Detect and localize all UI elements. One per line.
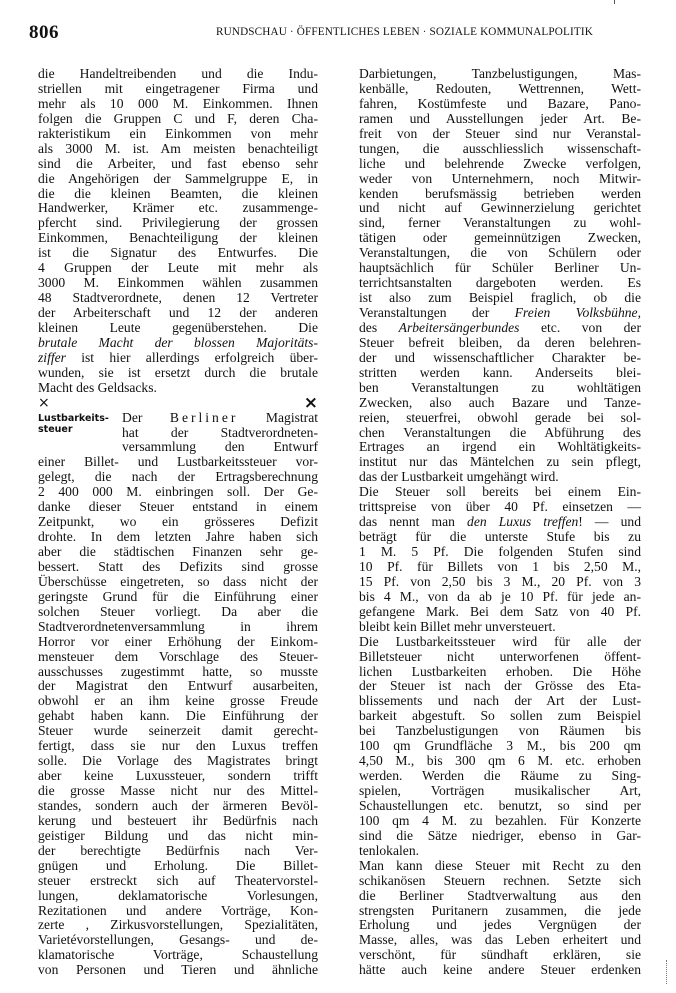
text-run: ist hier allerdings erfolgreich über-	[65, 349, 318, 365]
text-line: gnügen und Erholung. Die Billet-	[38, 857, 318, 873]
text-line: Die Lustbarkeitssteuer wird für alle der	[359, 633, 641, 649]
paragraph-schikanoes	[359, 859, 641, 979]
text-line: und nicht auf Gewinnerzielung gerichtet	[359, 200, 641, 216]
text-line: versammlung den Entwurf	[122, 439, 318, 455]
text-run: ! — und	[578, 514, 641, 530]
text-line: Steuer befreit bleiben, da deren belehren-	[359, 334, 641, 350]
italic-emphasis: ziffer	[38, 349, 66, 365]
text-run: das nennt man	[359, 514, 468, 530]
text-line: Varietévorstellungen, Gesangs- und de-	[38, 932, 318, 948]
text-line: ramen und Ausstellungen jeder Art. Be-	[359, 110, 641, 126]
text-line: ist die Signatur des Entwurfes. Die	[38, 245, 318, 261]
text-line: 4,50 M., bis 300 qm 6 M. etc. erhoben	[359, 753, 641, 769]
text-line: freit von der Steuer sind nur Veranstal-	[359, 125, 641, 141]
text-line: pfercht sind. Privilegierung der grossen	[38, 215, 318, 231]
italic-emphasis: brutale Macht der blossen Majoritäts-	[38, 334, 318, 350]
text-line: Masse, alles, was das Leben erheitert und	[359, 932, 641, 948]
text-line: weder von Unternehmern, noch Mitwir-	[359, 170, 641, 186]
text-line: institut nur das Mäntelchen zu sein pflegt,	[359, 454, 641, 470]
text-line: Erholung und jedes Vergnügen der	[359, 917, 641, 933]
text-line: hauptsächlich für Schüler Berliner Un-	[359, 260, 641, 276]
text-line: der Arbeiterschaft und 12 der anderen	[38, 305, 318, 320]
text-line: solchen Steuer vorliegt. Da aber die	[38, 603, 318, 619]
text-line: chen Veranstaltungen die Abführung des	[359, 424, 641, 440]
text-line: Überschüsse eingetreten, so dass nicht der	[38, 573, 318, 589]
text-line: sind die Arbeiter, und fast ebenso sehr	[38, 155, 318, 171]
text-line: die die kleinen Beamten, die kleinen	[38, 185, 318, 201]
text-line: beträgt für die unterste Stufe bis zu	[359, 529, 641, 545]
right-column	[359, 67, 641, 978]
text-line: der berechtigte Bedürfnis nach Ver-	[38, 842, 318, 858]
text-line: tenlokalen.	[359, 842, 420, 858]
text-line: Man kann diese Steuer mit Recht zu den	[359, 857, 641, 873]
scan-artifact	[666, 960, 669, 984]
text-line: Veranstaltungen, die von Schülern oder	[359, 245, 641, 261]
text-line: einer Billet- und Lustbarkeitssteuer vor-	[38, 454, 318, 470]
text-line: lichen Lustbarkeiten erhoben. Die Höhe	[359, 663, 641, 679]
text-line: 48 Stadtverordnete, denen 12 Vertreter	[38, 290, 318, 306]
text-line: mensteuer dem Vorschlage des Steuer-	[38, 648, 318, 664]
text-line: fahren, Kostümfeste und Bazare, Pano-	[359, 95, 641, 111]
text-line: Horror vor einer Erhöhung der Einkom-	[38, 633, 318, 649]
text-line: lungen, deklamatorische Vorlesungen,	[38, 887, 318, 903]
text-line: sind, ferner Veranstaltungen zu wohl-	[359, 215, 641, 231]
text-line: 10 Pf. für Billets von 1 bis 2,50 M.,	[359, 558, 641, 574]
text-line: verschönt, für sündhaft erklären, sie	[359, 947, 641, 963]
text-line: die Berliner Stadtverwaltung aus den	[359, 887, 641, 903]
text-line	[122, 411, 318, 426]
text-line: solle. Die Vorlage des Magistrates bringt	[38, 753, 318, 769]
text-line: 4 Gruppen der Leute mit mehr als	[38, 260, 318, 276]
text-line: bleibt kein Billet mehr unversteuert.	[359, 618, 556, 634]
text-line: geistiger Bildung und das nicht min-	[38, 827, 318, 843]
text-line: bessert. Statt des Defizits sind grosse	[38, 558, 318, 574]
paragraph-steuer	[38, 455, 318, 978]
text-line: strengsten Puritanern zusammen, die jede	[359, 902, 641, 918]
text-line: der Steuer ist nach der Grösse des Eta-	[359, 678, 641, 694]
text-line: Macht des Geldsacks.	[38, 379, 157, 395]
text-line: Billetsteuer nicht unterworfenen öffent-	[359, 648, 641, 664]
text-line: von Personen und Tieren und ähnliche	[38, 962, 318, 978]
text-line: Schaustellungen etc. benutzt, so sind per	[359, 797, 641, 813]
text-line: Ertrages an irgend ein Wohltätigkeits-	[359, 439, 641, 455]
text-line: trittspreise von über 40 Pf. einsetzen —	[359, 499, 641, 515]
left-column	[38, 67, 318, 978]
text-run: Magistrat	[238, 409, 319, 425]
text-line: fertigt, dass sie nur den Luxus treffen	[38, 738, 318, 754]
text-line: ist also zum Beispiel fraglich, ob die	[359, 290, 641, 306]
text-line: Handwerker, Krämer etc. zusammenge-	[38, 200, 318, 216]
text-line: gehabt haben kann. Die Einführung der	[38, 708, 318, 724]
text-line: steuer erstreckt sich auf Theatervorstel-	[38, 872, 318, 888]
text-line: kenden berufsmässig betrieben werden	[359, 185, 641, 201]
section-divider	[38, 392, 318, 413]
text-run: etc. von der	[519, 319, 641, 335]
text-line: 3000 M. Einkommen wählen zusammen	[38, 275, 318, 291]
section-intro	[122, 411, 318, 456]
text-line: klamatorische Vorträge, Schaustellung	[38, 947, 318, 963]
text-line: spielen, Vorträgen musikalischer Art,	[359, 783, 641, 798]
text-line	[38, 351, 318, 366]
paragraph-befreiungen	[359, 67, 641, 485]
cross-mark-icon: ×	[38, 394, 50, 411]
text-line: wunden, sie ist ersetzt durch die brutale	[38, 364, 318, 380]
running-head: RUNDSCHAU · ÖFFENTLICHES LEBEN · SOZIALE KOMMUNALPOLITIK	[216, 26, 593, 38]
page-number: 806	[29, 22, 59, 43]
cross-mark-icon: ×	[303, 392, 318, 413]
text-line: stritten werden kann. Anderseits blei-	[359, 364, 641, 380]
text-line: terrichtsanstalten dargeboten werden. Es	[359, 275, 641, 291]
text-line: kleinen Leute gegenüberstehen. Die	[38, 319, 318, 335]
italic-emphasis: den Luxus treffen	[467, 514, 579, 530]
text-line: Stadtverordnetenversammlung in ihrem	[38, 618, 318, 634]
paragraph-billetsteuer	[359, 485, 641, 634]
text-line: bis 4 M., von da ab je 10 Pf. für jede an-	[359, 588, 641, 604]
text-line: das der Lustbarkeit umgehängt wird.	[359, 469, 559, 485]
text-line: Einkommen, Benachteiligung der kleinen	[38, 230, 318, 246]
text-line: 100 qm 4 M. zu bezahlen. Für Konzerte	[359, 812, 641, 828]
text-line: 1 M. 5 Pf. Die folgenden Stufen sind	[359, 544, 641, 559]
text-line: danke dieser Steuer entstand in einem	[38, 499, 318, 515]
text-line: liche und belehrende Zwecke verfolgen,	[359, 155, 641, 171]
text-line: Die Steuer soll bereits bei einem Ein-	[359, 484, 641, 500]
text-line: 2 400 000 M. einbringen soll. Der Ge-	[38, 484, 318, 500]
spaced-emphasis: Berliner	[169, 409, 239, 425]
text-line: 100 qm Grundfläche 3 M., bis 200 qm	[359, 738, 641, 754]
text-line: ben Veranstaltungen zu wohltätigen	[359, 379, 641, 395]
scan-artifact	[614, 0, 615, 4]
text-line: sind die Sätze niedriger, ebenso in Gar-	[359, 827, 641, 843]
text-line: folgen die Gruppen C und F, deren Cha-	[38, 110, 318, 126]
paragraph-lustbarkeitssteuer	[359, 635, 641, 859]
text-line: Zeitpunkt, wo ein grösseres Defizit	[38, 514, 318, 530]
side-heading-line: Lustbarkeits-	[38, 412, 109, 424]
text-line: als 3000 M. ist. Am meisten benachteiligt	[38, 140, 318, 156]
text-line	[359, 515, 641, 530]
text-line: die grosse Masse nicht nur des Mittel-	[38, 783, 318, 798]
text-line	[38, 336, 318, 351]
text-line: Rezitationen und andere Vorträge, Kon-	[38, 902, 318, 918]
text-line: bei Tanzbelustigungen von Räumen bis	[359, 723, 641, 739]
text-run: Veranstaltungen der	[359, 305, 515, 320]
text-line: tungen, die ausschliesslich wissenschaft-	[359, 140, 641, 156]
text-line: hätte auch keine andere Steuer erdenken	[359, 962, 641, 978]
text-line: tätigen oder gemeinnützigen Zwecken,	[359, 230, 641, 246]
text-line: kenbälle, Redouten, Wettrennen, Wett-	[359, 80, 641, 96]
text-run: Der	[122, 409, 170, 425]
text-line: kerung und besteuert ihr Bedürfnis nach	[38, 812, 318, 828]
side-heading	[38, 411, 122, 456]
text-line: gelegt, die nach der Ertragsberechnung	[38, 469, 318, 485]
text-line: der und wissenschaftlicher Charakter be-	[359, 349, 641, 365]
paragraph-wahlrecht	[38, 67, 318, 396]
text-line: barkeit abgestuft. So sollen zum Beispiel	[359, 708, 641, 724]
text-line: Steuer wurde seinerzeit damit gerecht-	[38, 723, 318, 739]
text-line	[359, 321, 641, 336]
text-line: reien, steuerfrei, obwohl gerade bei sol-	[359, 409, 641, 425]
text-line	[359, 306, 641, 321]
text-line: die Angehörigen der Sammelgruppe E, in	[38, 170, 318, 186]
text-line: aber keine Luxussteuer, sondern trifft	[38, 768, 318, 784]
text-line: 15 Pf. von 2,50 bis 3 M., 20 Pf. von 3	[359, 573, 641, 589]
text-line: zerte , Zirkusvorstellungen, Spezialitäten,	[38, 917, 318, 933]
text-line: gefangene Mark. Bei dem Satz von 40 Pf.	[359, 603, 641, 619]
text-line: ausschusses zugestimmt hatte, so musste	[38, 663, 318, 679]
text-line: werden. Werden die Räume zu Sing-	[359, 768, 641, 784]
text-line: der Magistrat den Entwurf ausarbeiten,	[38, 678, 318, 694]
text-line: schikanösen Steuern rechnen. Setzte sich	[359, 872, 641, 888]
italic-emphasis: Arbeitersängerbundes	[398, 319, 520, 335]
text-line: die Handeltreibenden und die Indu-	[38, 66, 318, 81]
text-run: des	[359, 319, 399, 335]
text-line: rakteristikum ein Einkommen von mehr	[38, 125, 318, 141]
italic-emphasis: Freien Volksbühne,	[514, 305, 641, 320]
section-lustbarkeitssteuer	[38, 411, 318, 456]
text-line: drohte. In dem letzten Jahre haben sich	[38, 529, 318, 545]
side-heading-line: steuer	[38, 423, 73, 435]
text-line: hat der Stadtverordneten-	[122, 424, 318, 440]
text-line: aber die städtischen Finanzen sehr ge-	[38, 544, 318, 559]
text-line: obwohl er an ihm keine grosse Freude	[38, 693, 318, 709]
text-line: Darbietungen, Tanzbelustigungen, Mas-	[359, 66, 641, 81]
text-line: mehr als 10 000 M. Einkommen. Ihnen	[38, 95, 318, 111]
text-line: geringste Grund für die Einführung einer	[38, 588, 318, 604]
text-line: Zwecken, also auch Bazare und Tanze-	[359, 394, 641, 410]
text-line: striellen mit eingetragener Firma und	[38, 80, 318, 96]
text-line: standes, sondern auch der ärmeren Bevöl-	[38, 797, 318, 813]
text-line: blissements und nach der Art der Lust-	[359, 693, 641, 709]
